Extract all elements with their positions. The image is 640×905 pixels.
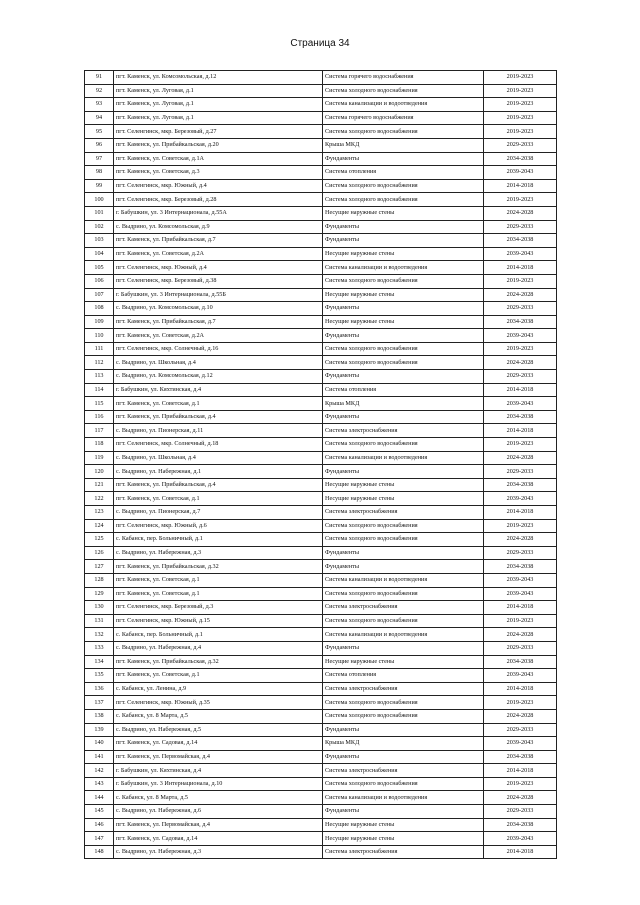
table-row (85, 655, 557, 669)
table-row (85, 845, 557, 859)
row-number: 126 (85, 546, 114, 560)
row-number: 148 (85, 845, 114, 859)
row-address: с. Выдрино, ул. Комсомольская, д.10 (114, 302, 323, 316)
table-row (85, 709, 557, 723)
row-number: 128 (85, 573, 114, 587)
row-number: 106 (85, 274, 114, 288)
row-element: Несущие наружные стены (323, 247, 484, 261)
row-element: Система канализации и водоотведения (323, 628, 484, 642)
row-element: Система электроснабжения (323, 764, 484, 778)
row-period: 2024-2028 (484, 791, 557, 805)
table-row (85, 152, 557, 166)
row-number: 133 (85, 641, 114, 655)
table-row (85, 342, 557, 356)
row-address: пгт. Каменск, ул. Советская, д.1 (114, 587, 323, 601)
row-number: 110 (85, 329, 114, 343)
row-element: Система электроснабжения (323, 845, 484, 859)
row-element: Несущие наружные стены (323, 832, 484, 846)
row-period: 2039-2043 (484, 669, 557, 683)
table-row (85, 791, 557, 805)
row-address: пгт. Каменск, ул. Прибайкальская, д.20 (114, 138, 323, 152)
row-number: 130 (85, 601, 114, 615)
row-element: Система горячего водоснабжения (323, 71, 484, 85)
row-address: г. Бабушкин, ул. Кяхтинская, д.4 (114, 764, 323, 778)
row-number: 136 (85, 682, 114, 696)
table-row (85, 737, 557, 751)
row-number: 123 (85, 506, 114, 520)
table-row (85, 179, 557, 193)
row-element: Система отопления (323, 669, 484, 683)
row-period: 2014-2018 (484, 424, 557, 438)
row-address: пгт. Каменск, ул. Советская, д.2А (114, 329, 323, 343)
table-row (85, 383, 557, 397)
row-address: пгт. Каменск, ул. Прибайкальская, д.7 (114, 315, 323, 329)
row-element: Система электроснабжения (323, 682, 484, 696)
row-address: пгт. Каменск, ул. Прибайкальская, д.7 (114, 234, 323, 248)
row-address: г. Бабушкин, ул. 3 Интернационала, д.55Б (114, 288, 323, 302)
row-period: 2029-2033 (484, 302, 557, 316)
row-period: 2029-2033 (484, 465, 557, 479)
row-address: г. Бабушкин, ул. 3 Интернационала, д.10 (114, 777, 323, 791)
row-number: 143 (85, 777, 114, 791)
row-address: пгт. Селенгинск, мкр. Южный, д.4 (114, 261, 323, 275)
row-period: 2019-2023 (484, 84, 557, 98)
row-number: 98 (85, 166, 114, 180)
row-address: пгт. Селенгинск, мкр. Березовый, д.28 (114, 193, 323, 207)
row-element: Фундаменты (323, 546, 484, 560)
table-row (85, 750, 557, 764)
table-row (85, 478, 557, 492)
row-address: пгт. Каменск, ул. Прибайкальская, д.32 (114, 560, 323, 574)
table-row (85, 274, 557, 288)
row-element: Несущие наружные стены (323, 206, 484, 220)
row-number: 120 (85, 465, 114, 479)
row-element: Система холодного водоснабжения (323, 519, 484, 533)
row-element: Система отопления (323, 383, 484, 397)
row-element: Фундаменты (323, 370, 484, 384)
row-number: 118 (85, 438, 114, 452)
row-element: Фундаменты (323, 329, 484, 343)
row-number: 135 (85, 669, 114, 683)
row-number: 134 (85, 655, 114, 669)
registry-body (85, 71, 557, 859)
row-number: 102 (85, 220, 114, 234)
row-number: 101 (85, 206, 114, 220)
row-period: 2039-2043 (484, 397, 557, 411)
row-address: с. Кабанск, ул. Ленина, д.9 (114, 682, 323, 696)
table-row (85, 329, 557, 343)
row-period: 2024-2028 (484, 206, 557, 220)
row-address: пгт. Каменск, ул. Прибайкальская, д.4 (114, 410, 323, 424)
row-element: Система холодного водоснабжения (323, 179, 484, 193)
row-address: пгт. Каменск, ул. Советская, д.1А (114, 152, 323, 166)
table-row (85, 370, 557, 384)
row-period: 2039-2043 (484, 166, 557, 180)
row-period: 2029-2033 (484, 723, 557, 737)
row-address: с. Выдрино, ул. Комсомольская, д.12 (114, 370, 323, 384)
row-element: Система электроснабжения (323, 601, 484, 615)
row-address: с. Выдрино, ул. Школьная, д.4 (114, 451, 323, 465)
row-element: Фундаменты (323, 220, 484, 234)
row-period: 2034-2038 (484, 234, 557, 248)
row-element: Система холодного водоснабжения (323, 614, 484, 628)
row-period: 2029-2033 (484, 546, 557, 560)
row-address: пгт. Селенгинск, мкр. Березовый, д.27 (114, 125, 323, 139)
row-address: г. Бабушкин, ул. 3 Интернационала, д.55А (114, 206, 323, 220)
row-period: 2014-2018 (484, 845, 557, 859)
row-address: с. Выдрино, ул. Комсомольская, д.9 (114, 220, 323, 234)
row-element: Несущие наружные стены (323, 655, 484, 669)
row-number: 145 (85, 805, 114, 819)
row-number: 115 (85, 397, 114, 411)
table-row (85, 111, 557, 125)
row-number: 99 (85, 179, 114, 193)
row-element: Система канализации и водоотведения (323, 791, 484, 805)
table-row (85, 669, 557, 683)
table-row (85, 166, 557, 180)
row-address: пгт. Каменск, ул. Советская, д.3 (114, 166, 323, 180)
row-number: 114 (85, 383, 114, 397)
row-address: пгт. Каменск, ул. Советская, д.1 (114, 573, 323, 587)
row-number: 112 (85, 356, 114, 370)
row-number: 92 (85, 84, 114, 98)
row-period: 2019-2023 (484, 125, 557, 139)
table-row (85, 410, 557, 424)
table-row (85, 138, 557, 152)
row-element: Система отопления (323, 166, 484, 180)
row-address: пгт. Каменск, ул. Первомайская, д.4 (114, 750, 323, 764)
row-period: 2019-2023 (484, 777, 557, 791)
row-element: Несущие наружные стены (323, 288, 484, 302)
table-row (85, 247, 557, 261)
row-address: с. Кабанск, ул. 8 Марта, д.5 (114, 709, 323, 723)
row-period: 2034-2038 (484, 655, 557, 669)
row-element: Несущие наружные стены (323, 818, 484, 832)
table-row (85, 560, 557, 574)
row-element: Фундаменты (323, 560, 484, 574)
row-element: Крыша МКД (323, 737, 484, 751)
row-address: пгт. Селенгинск, мкр. Южный, д.4 (114, 179, 323, 193)
row-period: 2039-2043 (484, 832, 557, 846)
table-row (85, 193, 557, 207)
table-row (85, 723, 557, 737)
row-address: пгт. Каменск, ул. Луговая, д.1 (114, 98, 323, 112)
table-row (85, 465, 557, 479)
registry-table (84, 70, 557, 859)
row-number: 138 (85, 709, 114, 723)
row-period: 2039-2043 (484, 587, 557, 601)
row-number: 111 (85, 342, 114, 356)
row-period: 2029-2033 (484, 805, 557, 819)
row-address: пгт. Селенгинск, мкр. Южный, д.6 (114, 519, 323, 533)
row-period: 2034-2038 (484, 750, 557, 764)
row-period: 2019-2023 (484, 438, 557, 452)
row-element: Система электроснабжения (323, 424, 484, 438)
row-element: Система холодного водоснабжения (323, 696, 484, 710)
row-element: Система холодного водоснабжения (323, 533, 484, 547)
row-element: Система холодного водоснабжения (323, 709, 484, 723)
row-address: пгт. Селенгинск, мкр. Солнечный, д.18 (114, 438, 323, 452)
row-element: Фундаменты (323, 302, 484, 316)
row-element: Фундаменты (323, 641, 484, 655)
row-number: 127 (85, 560, 114, 574)
row-period: 2024-2028 (484, 533, 557, 547)
row-element: Система холодного водоснабжения (323, 438, 484, 452)
row-period: 2014-2018 (484, 764, 557, 778)
row-address: с. Кабанск, ул. 8 Марта, д.5 (114, 791, 323, 805)
row-number: 113 (85, 370, 114, 384)
row-address: с. Выдрино, ул. Пионерская, д.7 (114, 506, 323, 520)
row-number: 107 (85, 288, 114, 302)
row-number: 141 (85, 750, 114, 764)
table-row (85, 492, 557, 506)
row-number: 119 (85, 451, 114, 465)
table-row (85, 777, 557, 791)
table-row (85, 397, 557, 411)
row-element: Система холодного водоснабжения (323, 777, 484, 791)
table-row (85, 356, 557, 370)
row-address: пгт. Селенгинск, мкр. Южный, д.35 (114, 696, 323, 710)
row-address: пгт. Селенгинск, мкр. Солнечный, д.16 (114, 342, 323, 356)
table-row (85, 641, 557, 655)
row-element: Система канализации и водоотведения (323, 451, 484, 465)
row-period: 2034-2038 (484, 560, 557, 574)
row-address: с. Выдрино, ул. Пионерская, д.11 (114, 424, 323, 438)
row-element: Система холодного водоснабжения (323, 125, 484, 139)
row-address: с. Выдрино, ул. Набережная, д.1 (114, 465, 323, 479)
row-address: пгт. Селенгинск, мкр. Березовый, д.3 (114, 601, 323, 615)
row-number: 116 (85, 410, 114, 424)
row-element: Система холодного водоснабжения (323, 84, 484, 98)
row-element: Система холодного водоснабжения (323, 274, 484, 288)
row-period: 2029-2033 (484, 370, 557, 384)
row-address: пгт. Каменск, ул. Садовая, д.14 (114, 832, 323, 846)
table-row (85, 71, 557, 85)
row-period: 2019-2023 (484, 342, 557, 356)
row-period: 2039-2043 (484, 492, 557, 506)
row-period: 2024-2028 (484, 288, 557, 302)
row-address: пгт. Каменск, ул. Советская, д.1 (114, 669, 323, 683)
row-number: 137 (85, 696, 114, 710)
table-row (85, 451, 557, 465)
row-address: с. Выдрино, ул. Школьная, д.4 (114, 356, 323, 370)
table-row (85, 601, 557, 615)
table-row (85, 628, 557, 642)
row-address: пгт. Каменск, ул. Прибайкальская, д.32 (114, 655, 323, 669)
row-period: 2039-2043 (484, 573, 557, 587)
row-element: Фундаменты (323, 234, 484, 248)
table-row (85, 125, 557, 139)
row-period: 2019-2023 (484, 696, 557, 710)
table-row (85, 84, 557, 98)
table-row (85, 288, 557, 302)
row-number: 132 (85, 628, 114, 642)
row-number: 124 (85, 519, 114, 533)
table-row (85, 261, 557, 275)
row-address: пгт. Каменск, ул. Прибайкальская, д.4 (114, 478, 323, 492)
table-row (85, 805, 557, 819)
row-element: Система холодного водоснабжения (323, 342, 484, 356)
row-period: 2034-2038 (484, 818, 557, 832)
row-address: пгт. Каменск, ул. Луговая, д.1 (114, 111, 323, 125)
row-period: 2034-2038 (484, 478, 557, 492)
row-number: 93 (85, 98, 114, 112)
row-period: 2024-2028 (484, 628, 557, 642)
table-row (85, 506, 557, 520)
row-period: 2039-2043 (484, 329, 557, 343)
table-row (85, 764, 557, 778)
row-period: 2014-2018 (484, 383, 557, 397)
row-period: 2029-2033 (484, 138, 557, 152)
row-period: 2019-2023 (484, 111, 557, 125)
row-number: 147 (85, 832, 114, 846)
row-address: с. Выдрино, ул. Набережная, д.3 (114, 546, 323, 560)
row-address: с. Выдрино, ул. Набережная, д.3 (114, 845, 323, 859)
row-period: 2019-2023 (484, 614, 557, 628)
row-element: Крыша МКД (323, 397, 484, 411)
row-element: Несущие наружные стены (323, 492, 484, 506)
row-address: г. Бабушкин, ул. Кяхтинская, д.4 (114, 383, 323, 397)
row-period: 2024-2028 (484, 451, 557, 465)
row-address: пгт. Каменск, ул. Первомайская, д.4 (114, 818, 323, 832)
table-row (85, 614, 557, 628)
row-address: пгт. Каменск, ул. Советская, д.2А (114, 247, 323, 261)
row-address: пгт. Селенгинск, мкр. Южный, д.15 (114, 614, 323, 628)
row-element: Система канализации и водоотведения (323, 98, 484, 112)
row-period: 2019-2023 (484, 98, 557, 112)
row-number: 122 (85, 492, 114, 506)
row-address: с. Кабанск, пер. Больничный, д.1 (114, 533, 323, 547)
row-address: пгт. Каменск, ул. Комсомольская, д.12 (114, 71, 323, 85)
table-row (85, 438, 557, 452)
row-address: с. Кабанск, пер. Больничный, д.1 (114, 628, 323, 642)
row-number: 131 (85, 614, 114, 628)
table-row (85, 696, 557, 710)
row-number: 104 (85, 247, 114, 261)
row-address: пгт. Каменск, ул. Луговая, д.1 (114, 84, 323, 98)
table-row (85, 302, 557, 316)
row-number: 121 (85, 478, 114, 492)
row-number: 139 (85, 723, 114, 737)
row-period: 2014-2018 (484, 179, 557, 193)
row-address: с. Выдрино, ул. Набережная, д.6 (114, 805, 323, 819)
row-period: 2019-2023 (484, 193, 557, 207)
row-element: Система холодного водоснабжения (323, 587, 484, 601)
row-number: 94 (85, 111, 114, 125)
row-period: 2014-2018 (484, 261, 557, 275)
table-row (85, 519, 557, 533)
row-number: 142 (85, 764, 114, 778)
row-period: 2014-2018 (484, 506, 557, 520)
table-row (85, 682, 557, 696)
row-period: 2024-2028 (484, 709, 557, 723)
row-number: 95 (85, 125, 114, 139)
row-number: 146 (85, 818, 114, 832)
row-number: 117 (85, 424, 114, 438)
table-row (85, 546, 557, 560)
row-number: 140 (85, 737, 114, 751)
row-number: 96 (85, 138, 114, 152)
row-number: 97 (85, 152, 114, 166)
page-header: Страница 34 (290, 38, 350, 49)
row-element: Фундаменты (323, 805, 484, 819)
table-row (85, 220, 557, 234)
row-period: 2034-2038 (484, 410, 557, 424)
table-row (85, 206, 557, 220)
row-element: Система холодного водоснабжения (323, 356, 484, 370)
table-row (85, 533, 557, 547)
row-period: 2024-2028 (484, 356, 557, 370)
table-row (85, 818, 557, 832)
row-period: 2019-2023 (484, 274, 557, 288)
row-period: 2014-2018 (484, 682, 557, 696)
row-address: пгт. Каменск, ул. Советская, д.1 (114, 397, 323, 411)
row-element: Фундаменты (323, 465, 484, 479)
row-element: Фундаменты (323, 723, 484, 737)
row-element: Система электроснабжения (323, 506, 484, 520)
table-row (85, 315, 557, 329)
row-element: Фундаменты (323, 750, 484, 764)
row-address: пгт. Селенгинск, мкр. Березовый, д.38 (114, 274, 323, 288)
row-period: 2039-2043 (484, 737, 557, 751)
row-period: 2029-2033 (484, 641, 557, 655)
row-address: пгт. Каменск, ул. Советская, д.1 (114, 492, 323, 506)
row-number: 105 (85, 261, 114, 275)
row-element: Несущие наружные стены (323, 478, 484, 492)
row-element: Система канализации и водоотведения (323, 261, 484, 275)
row-element: Несущие наружные стены (323, 315, 484, 329)
row-number: 144 (85, 791, 114, 805)
table-row (85, 424, 557, 438)
row-element: Система канализации и водоотведения (323, 573, 484, 587)
row-element: Система горячего водоснабжения (323, 111, 484, 125)
row-number: 91 (85, 71, 114, 85)
row-period: 2019-2023 (484, 519, 557, 533)
row-number: 108 (85, 302, 114, 316)
row-period: 2019-2023 (484, 71, 557, 85)
table-row (85, 98, 557, 112)
table-row (85, 573, 557, 587)
row-address: с. Выдрино, ул. Набережная, д.5 (114, 723, 323, 737)
row-period: 2029-2033 (484, 220, 557, 234)
row-element: Крыша МКД (323, 138, 484, 152)
row-element: Система холодного водоснабжения (323, 193, 484, 207)
table-row (85, 587, 557, 601)
row-period: 2014-2018 (484, 601, 557, 615)
row-address: пгт. Каменск, ул. Садовая, д.14 (114, 737, 323, 751)
table-row (85, 234, 557, 248)
row-period: 2034-2038 (484, 315, 557, 329)
row-number: 103 (85, 234, 114, 248)
row-address: с. Выдрино, ул. Набережная, д.4 (114, 641, 323, 655)
row-number: 129 (85, 587, 114, 601)
row-element: Фундаменты (323, 410, 484, 424)
row-number: 100 (85, 193, 114, 207)
row-element: Фундаменты (323, 152, 484, 166)
row-number: 109 (85, 315, 114, 329)
row-period: 2034-2038 (484, 152, 557, 166)
row-period: 2039-2043 (484, 247, 557, 261)
table-row (85, 832, 557, 846)
row-number: 125 (85, 533, 114, 547)
